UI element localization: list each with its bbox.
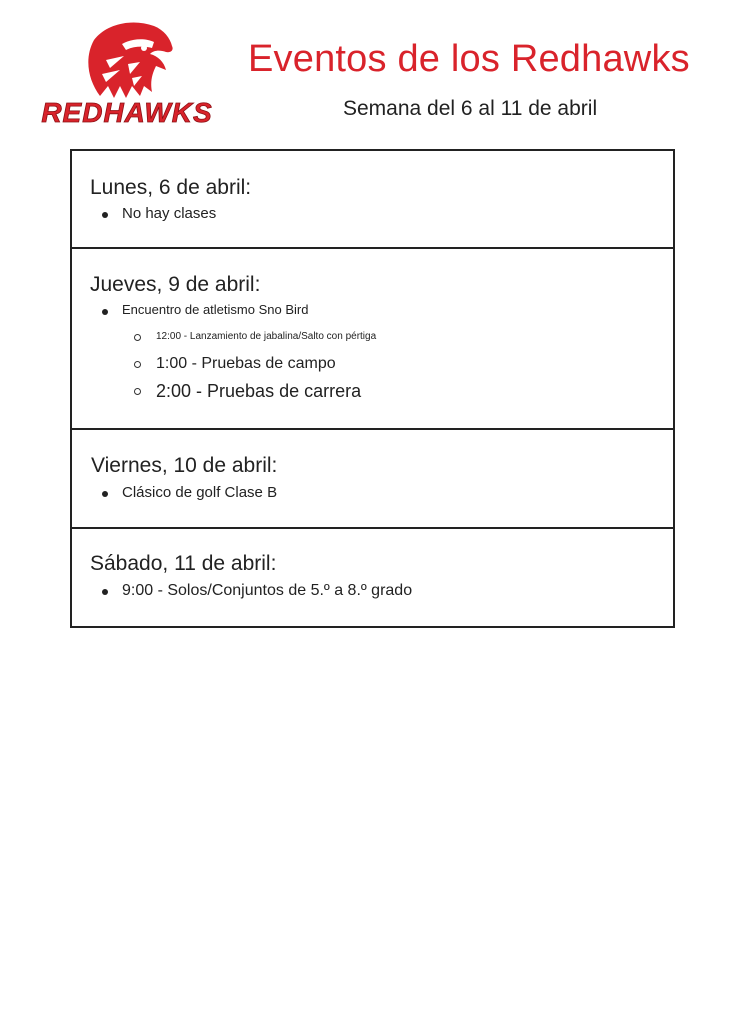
page-title: Eventos de los Redhawks <box>248 38 690 80</box>
event-subitem <box>134 331 376 342</box>
event-item-text: No hay clases <box>122 205 217 222</box>
event-subitem-text: 1:00 - Pruebas de campo <box>156 355 336 372</box>
event-subitem-text: 2:00 - Pruebas de carrera <box>156 381 362 401</box>
event-item <box>102 484 277 501</box>
event-item-text: Clásico de golf Clase B <box>122 484 278 501</box>
event-item <box>102 302 308 317</box>
event-subitem <box>134 381 361 402</box>
day-heading: Jueves, 9 de abril: <box>90 273 261 296</box>
event-subitem <box>134 355 336 373</box>
day-heading: Viernes, 10 de abril: <box>91 454 278 477</box>
event-item <box>102 205 216 222</box>
day-section-sabado <box>72 529 673 626</box>
logo-wordmark: REDHAWKS <box>41 97 213 126</box>
redhawks-logo <box>28 20 226 126</box>
day-heading: Lunes, 6 de abril: <box>90 176 252 199</box>
day-heading: Sábado, 11 de abril: <box>90 552 277 575</box>
hawk-head-icon <box>28 20 226 126</box>
event-item-text: 9:00 - Solos/Conjuntos de 5.º a 8.º grado <box>122 582 413 599</box>
event-schedule-table <box>70 149 675 628</box>
day-section-lunes <box>72 151 673 249</box>
day-section-jueves <box>72 249 673 430</box>
event-item-text: Encuentro de atletismo Sno Bird <box>122 302 309 317</box>
day-section-viernes <box>72 430 673 529</box>
event-subitem-text: 12:00 - Lanzamiento de jabalina/Salto con pértiga <box>156 331 377 342</box>
event-item <box>102 582 412 600</box>
week-subtitle: Semana del 6 al 11 de abril <box>343 97 598 120</box>
